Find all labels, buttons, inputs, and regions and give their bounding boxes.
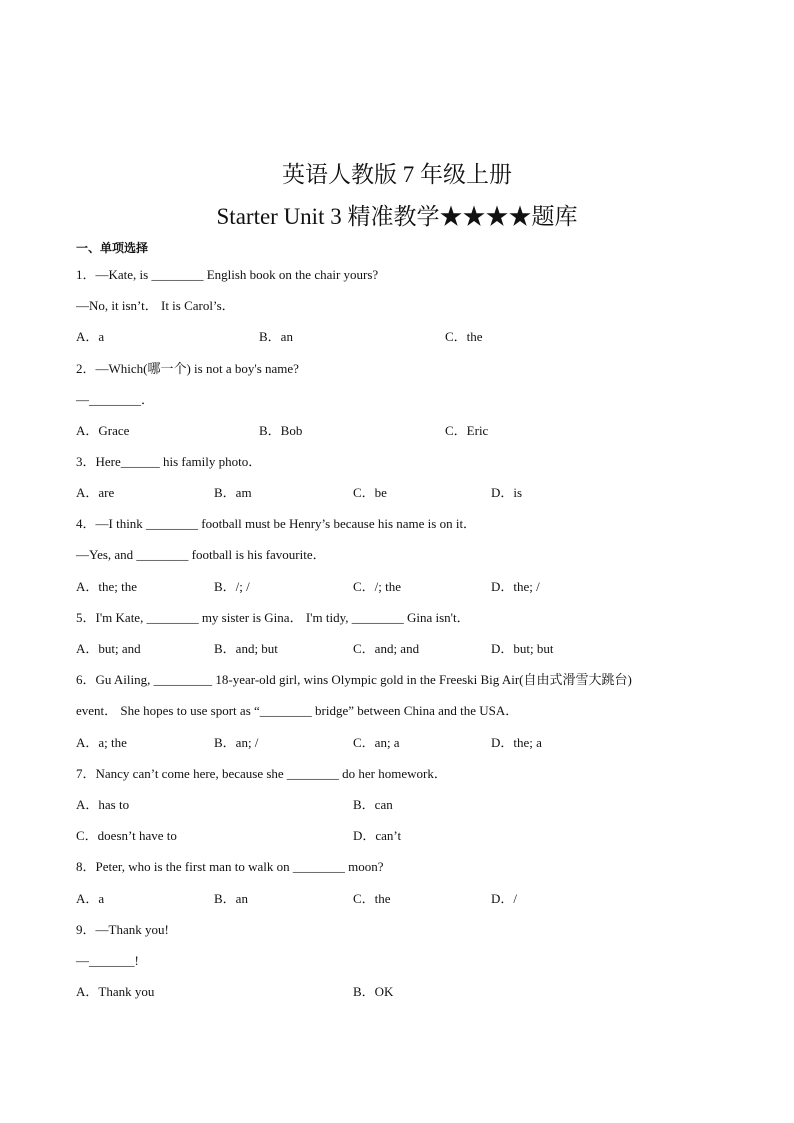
question-9-stem: 9．—Thank you! xyxy=(76,922,169,937)
question-7-option-b[interactable]: B．can xyxy=(353,797,393,812)
question-1-option-a[interactable]: A．a xyxy=(76,329,105,344)
question-3-option-d[interactable]: D．is xyxy=(491,485,523,500)
question-3-option-a[interactable]: A．are xyxy=(76,485,115,500)
question-2-option-a[interactable]: A．Grace xyxy=(76,423,130,438)
question-8-stem: 8．Peter, who is the first man to walk on ________ moon? xyxy=(76,859,384,874)
question-4-option-d[interactable]: D．the; / xyxy=(491,579,540,594)
question-9-answer-line: —_______! xyxy=(76,953,139,968)
question-3-stem: 3．Here______ his family photo． xyxy=(76,454,262,469)
question-9-option-a[interactable]: A．Thank you xyxy=(76,984,155,999)
section-heading: 一、单项选择 xyxy=(76,241,149,255)
page-title: 英语人教版 7 年级上册 xyxy=(282,162,512,187)
question-5-option-a[interactable]: A．but; and xyxy=(76,641,141,656)
question-1-option-c[interactable]: C．the xyxy=(445,329,483,344)
question-6-stem: 6．Gu Ailing, _________ 18-year-old girl, wins Olympic gold in the Freeski Big Air(自由式滑雪大跳台) xyxy=(76,672,632,687)
question-2-option-c[interactable]: C．Eric xyxy=(445,423,489,438)
question-7-option-c[interactable]: C．doesn’t have to xyxy=(76,828,177,843)
question-6-option-b[interactable]: B．an; / xyxy=(214,735,259,750)
question-6-option-a[interactable]: A．a; the xyxy=(76,735,127,750)
question-4-option-c[interactable]: C．/; the xyxy=(353,579,402,594)
question-4-answer-line: —Yes, and ________ football is his favourite． xyxy=(76,547,326,562)
question-3-option-b[interactable]: B．am xyxy=(214,485,252,500)
question-2-answer-line: —________． xyxy=(76,392,155,407)
question-1-option-b[interactable]: B．an xyxy=(259,329,293,344)
question-4-option-a[interactable]: A．the; the xyxy=(76,579,138,594)
question-8-option-c[interactable]: C．the xyxy=(353,891,391,906)
question-1-answer-line: —No, it isn’t． It is Carol’s． xyxy=(76,298,235,313)
question-6-option-d[interactable]: D．the; a xyxy=(491,735,542,750)
question-7-stem: 7．Nancy can’t come here, because she ________ do her homework． xyxy=(76,766,447,781)
question-6-option-c[interactable]: C．an; a xyxy=(353,735,400,750)
question-5-option-c[interactable]: C．and; and xyxy=(353,641,420,656)
question-5-option-d[interactable]: D．but; but xyxy=(491,641,554,656)
question-7-option-d[interactable]: D．can’t xyxy=(353,828,402,843)
question-8-option-a[interactable]: A．a xyxy=(76,891,105,906)
question-9-option-b[interactable]: B．OK xyxy=(353,984,394,999)
page-subtitle: Starter Unit 3 精准教学★★★★题库 xyxy=(216,204,578,229)
question-8-option-d[interactable]: D．/ xyxy=(491,891,518,906)
question-2-option-b[interactable]: B．Bob xyxy=(259,423,303,438)
question-1-stem: 1．—Kate, is ________ English book on the chair yours? xyxy=(76,267,379,282)
question-4-option-b[interactable]: B．/; / xyxy=(214,579,250,594)
question-2-stem: 2．—Which(哪一个) is not a boy's name? xyxy=(76,361,299,376)
question-4-stem: 4．—I think ________ football must be Henry’s because his name is on it． xyxy=(76,516,477,531)
question-5-stem: 5．I'm Kate, ________ my sister is Gina． I'm tidy, ________ Gina isn't． xyxy=(76,610,470,625)
question-3-option-c[interactable]: C．be xyxy=(353,485,387,500)
question-6-stem-continued: event． She hopes to use sport as “________ bridge” between China and the USA． xyxy=(76,703,519,718)
question-5-option-b[interactable]: B．and; but xyxy=(214,641,278,656)
question-8-option-b[interactable]: B．an xyxy=(214,891,248,906)
question-7-option-a[interactable]: A．has to xyxy=(76,797,130,812)
